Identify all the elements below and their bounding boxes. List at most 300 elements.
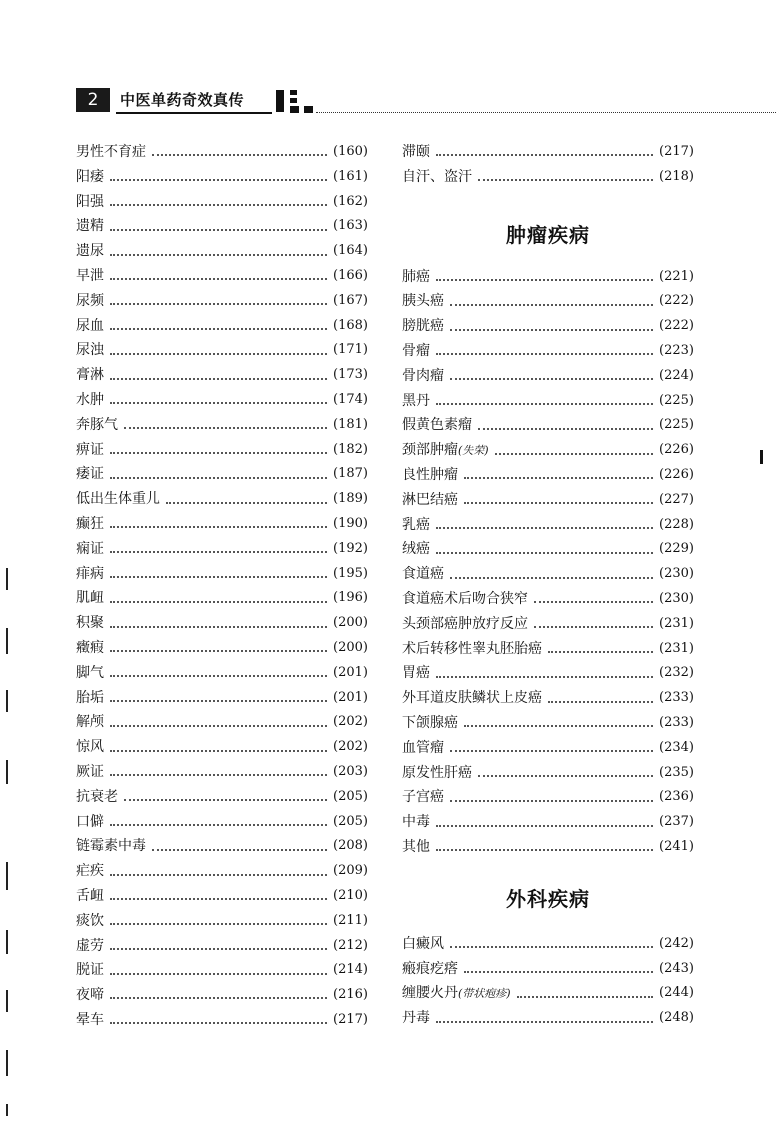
toc-entry-term-text: 尿血 xyxy=(76,317,104,334)
toc-entry-term-text: 疟疾 xyxy=(76,863,104,880)
toc-entry-term xyxy=(76,512,104,537)
toc-entry-term xyxy=(76,760,104,785)
right-column xyxy=(402,140,694,1031)
toc-entry xyxy=(402,140,694,165)
dot-leader xyxy=(436,552,653,554)
dot-leader xyxy=(548,651,653,653)
toc-entry-term-text: 中毒 xyxy=(402,814,430,831)
edge-mark xyxy=(760,450,763,464)
toc-entry-page: (230) xyxy=(659,590,694,606)
toc-entry xyxy=(76,537,368,562)
toc-entry-term xyxy=(76,785,118,810)
toc-entry-term-text: 男性不育症 xyxy=(76,144,146,160)
dot-leader xyxy=(548,701,653,703)
section-title-tumor: 肿瘤疾病 xyxy=(506,222,590,247)
toc-entry xyxy=(76,611,368,636)
toc-entry-term-text: 虚劳 xyxy=(76,937,104,954)
toc-entry-term-text: 阳痿 xyxy=(76,168,104,185)
toc-entry-note: (带状疱疹) xyxy=(458,986,511,1000)
left-column xyxy=(76,140,368,1033)
dot-leader xyxy=(166,502,327,504)
section-title-surgery: 外科疾病 xyxy=(506,886,590,911)
toc-entry xyxy=(402,537,694,562)
toc-entry xyxy=(76,859,368,884)
toc-entry-term-text: 痹证 xyxy=(76,441,104,458)
toc-entry-term-text: 骨瘤 xyxy=(402,342,430,359)
toc-entry xyxy=(76,214,368,239)
toc-entry-term-text: 胎垢 xyxy=(76,689,104,706)
toc-entry xyxy=(76,983,368,1008)
toc-entry-page: (182) xyxy=(333,441,368,457)
margin-mark xyxy=(6,760,8,784)
toc-entry-term xyxy=(76,289,104,314)
toc-entry-page: (203) xyxy=(333,763,368,779)
toc-entry-term xyxy=(402,488,458,513)
toc-entry-term-text: 痫证 xyxy=(76,540,104,557)
toc-entry xyxy=(76,1008,368,1033)
toc-entry xyxy=(402,413,694,438)
toc-entry-term xyxy=(76,537,104,562)
dot-leader xyxy=(464,477,653,479)
toc-entry-page: (236) xyxy=(659,789,694,805)
toc-entry-term xyxy=(76,140,146,165)
toc-entry xyxy=(76,810,368,835)
toc-entry-page: (226) xyxy=(659,442,694,458)
toc-entry-term-text: 水肿 xyxy=(76,391,104,408)
toc-entry-term-text: 阳强 xyxy=(76,193,104,210)
toc-entry-term xyxy=(402,810,430,835)
toc-entry-term-text: 癥瘕 xyxy=(76,639,104,656)
toc-entry-term-text: 惊风 xyxy=(76,739,104,756)
toc-entry xyxy=(402,810,694,835)
toc-entry-page: (163) xyxy=(333,218,368,234)
toc-entry-page: (200) xyxy=(333,639,368,655)
toc-entry-term-text: 解颅 xyxy=(76,714,104,731)
toc-entry-term xyxy=(402,785,444,810)
toc-entry-term xyxy=(76,586,104,611)
toc-entry xyxy=(402,1006,694,1031)
toc-entry-term-text: 下颌腺癌 xyxy=(402,714,458,731)
toc-entry-page: (235) xyxy=(659,764,694,780)
toc-entry-term-text: 膏淋 xyxy=(76,367,104,384)
toc-entry-term xyxy=(402,165,472,190)
toc-entry-page: (171) xyxy=(333,342,368,358)
toc-entry-term-text: 瘢痕疙瘩 xyxy=(402,960,458,977)
toc-entry-term xyxy=(402,438,489,464)
toc-entry-page: (205) xyxy=(333,813,368,829)
dot-leader xyxy=(478,775,653,777)
toc-entry-page: (181) xyxy=(333,416,368,432)
toc-entry-page: (241) xyxy=(659,838,694,854)
toc-entry-term-text: 缠腰火丹 xyxy=(402,984,458,1001)
toc-entry xyxy=(402,463,694,488)
toc-entry-term xyxy=(76,661,104,686)
dot-leader xyxy=(110,824,327,826)
toc-entry-page: (162) xyxy=(333,193,368,209)
dot-leader xyxy=(478,179,653,181)
dot-leader xyxy=(450,378,653,380)
toc-entry-page: (217) xyxy=(333,1011,368,1027)
dot-leader xyxy=(450,750,653,752)
toc-entry-term xyxy=(76,314,104,339)
toc-entry-term xyxy=(402,957,458,982)
dot-leader xyxy=(110,303,327,305)
surgery-entries xyxy=(402,932,694,1031)
toc-entry xyxy=(402,289,694,314)
book-title: 中医单药奇效真传 xyxy=(120,91,245,109)
toc-entry-term xyxy=(76,859,104,884)
toc-entry-term xyxy=(76,983,104,1008)
toc-entry xyxy=(402,661,694,686)
toc-entry xyxy=(76,785,368,810)
toc-entry xyxy=(76,834,368,859)
toc-entry xyxy=(76,884,368,909)
toc-entry-page: (201) xyxy=(333,664,368,680)
toc-entry-page: (222) xyxy=(659,293,694,309)
dot-leader xyxy=(110,725,327,727)
toc-entry-page: (166) xyxy=(333,267,368,283)
toc-entry-term xyxy=(402,711,458,736)
toc-entry-page: (242) xyxy=(659,935,694,951)
toc-entry-term xyxy=(402,587,528,612)
toc-entry-term-text: 绒癌 xyxy=(402,541,430,558)
toc-entry-term xyxy=(402,981,511,1007)
toc-entry-term xyxy=(76,214,104,239)
toc-entry xyxy=(402,932,694,957)
toc-entry xyxy=(76,934,368,959)
toc-entry-term-text: 低出生体重儿 xyxy=(76,491,160,508)
toc-entry-term-text: 胰头癌 xyxy=(402,293,444,310)
toc-entry xyxy=(76,487,368,512)
toc-entry xyxy=(76,735,368,760)
toc-entry-term-text: 痱病 xyxy=(76,565,104,582)
margin-mark xyxy=(6,690,8,712)
dot-leader xyxy=(152,849,327,851)
toc-entry-term-text: 食道癌 xyxy=(402,566,444,583)
margin-mark xyxy=(6,990,8,1012)
toc-entry-term xyxy=(402,562,444,587)
toc-entry-term-text: 骨肉瘤 xyxy=(402,367,444,384)
toc-entry-page: (226) xyxy=(659,466,694,482)
toc-entry-term-text: 脚气 xyxy=(76,664,104,681)
toc-entry-term-text: 遗尿 xyxy=(76,243,104,260)
toc-entry xyxy=(402,364,694,389)
toc-entry-page: (168) xyxy=(333,317,368,333)
toc-entry-page: (223) xyxy=(659,342,694,358)
toc-entry-term xyxy=(402,612,528,637)
toc-entry-term xyxy=(76,190,104,215)
toc-entry xyxy=(402,835,694,860)
toc-entry-page: (167) xyxy=(333,292,368,308)
toc-entry-page: (210) xyxy=(333,887,368,903)
dot-leader xyxy=(436,825,653,827)
toc-entry xyxy=(76,661,368,686)
toc-entry-term-text: 尿浊 xyxy=(76,342,104,359)
toc-entry-note: (失荣) xyxy=(458,443,489,457)
dot-leader xyxy=(110,402,327,404)
toc-entry-page: (217) xyxy=(659,144,694,159)
toc-entry-page: (200) xyxy=(333,615,368,631)
page-header xyxy=(76,84,776,114)
toc-entry-term-text: 肌衄 xyxy=(76,590,104,607)
toc-entry-term xyxy=(76,686,104,711)
page-number: 2 xyxy=(76,88,110,112)
toc-entry xyxy=(76,636,368,661)
toc-entry-term-text: 颈部肿瘤 xyxy=(402,441,458,458)
dot-leader xyxy=(110,452,327,454)
toc-entry-term xyxy=(76,735,104,760)
toc-entry-term xyxy=(402,463,458,488)
dot-leader xyxy=(110,601,327,603)
toc-entry xyxy=(76,363,368,388)
toc-entry-term-text: 抗衰老 xyxy=(76,788,118,805)
toc-entry xyxy=(402,438,694,463)
toc-entry xyxy=(76,190,368,215)
toc-entry-page: (232) xyxy=(659,665,694,681)
toc-entry-term xyxy=(76,165,104,190)
toc-entry-page: (174) xyxy=(333,391,368,407)
dot-leader xyxy=(110,700,327,702)
dot-leader xyxy=(110,923,327,925)
toc-entry-page: (173) xyxy=(333,367,368,383)
toc-entry-term xyxy=(76,834,146,859)
toc-entry-term-text: 癫狂 xyxy=(76,515,104,532)
toc-entry-page: (228) xyxy=(659,516,694,532)
dot-leader xyxy=(517,996,653,998)
toc-entry-term-text: 口僻 xyxy=(76,813,104,830)
toc-entry-term xyxy=(402,289,444,314)
toc-entry-term-text: 黑丹 xyxy=(402,392,430,409)
dot-leader xyxy=(110,378,327,380)
dot-leader xyxy=(124,799,327,801)
toc-entry-term xyxy=(402,339,430,364)
toc-entry-term xyxy=(402,835,430,860)
toc-entry xyxy=(76,140,368,165)
toc-entry xyxy=(76,165,368,190)
toc-entry-page: (187) xyxy=(333,466,368,482)
toc-entry-term xyxy=(402,513,430,538)
toc-entry-term xyxy=(402,389,430,414)
toc-entry-page: (160) xyxy=(333,144,368,159)
toc-entry xyxy=(76,413,368,438)
toc-entry-term-text: 淋巴结癌 xyxy=(402,491,458,508)
toc-entry-term xyxy=(76,487,160,512)
dot-leader xyxy=(464,971,653,973)
toc-entry xyxy=(76,388,368,413)
toc-entry xyxy=(402,761,694,786)
toc-entry-page: (216) xyxy=(333,987,368,1003)
tumor-entries xyxy=(402,265,694,860)
toc-entry xyxy=(402,389,694,414)
toc-entry-term xyxy=(402,140,430,165)
toc-entry xyxy=(402,587,694,612)
toc-entry-term-text: 食道癌术后吻合狭窄 xyxy=(402,590,528,607)
toc-entry xyxy=(402,488,694,513)
toc-entry-term-text: 其他 xyxy=(402,838,430,855)
toc-entry-term xyxy=(402,364,444,389)
dot-leader xyxy=(436,676,653,678)
toc-entry-term-text: 脱证 xyxy=(76,962,104,979)
margin-mark xyxy=(6,862,8,890)
toc-entry-term-text: 良性肿瘤 xyxy=(402,466,458,483)
toc-entry xyxy=(76,958,368,983)
toc-entry-page: (189) xyxy=(333,491,368,507)
dot-leader xyxy=(436,403,653,405)
toc-entry-page: (231) xyxy=(659,640,694,656)
dot-leader xyxy=(464,502,653,504)
toc-entry-term xyxy=(76,388,104,413)
toc-entry-term-text: 丹毒 xyxy=(402,1010,430,1027)
dot-leader xyxy=(478,428,653,430)
margin-mark xyxy=(6,930,8,954)
toc-entry-page: (211) xyxy=(333,912,368,928)
toc-entry xyxy=(76,512,368,537)
toc-entry xyxy=(76,338,368,363)
toc-entry xyxy=(402,314,694,339)
toc-entry-page: (202) xyxy=(333,714,368,730)
dot-leader xyxy=(110,626,327,628)
toc-entry-page: (230) xyxy=(659,566,694,582)
toc-entry xyxy=(76,314,368,339)
toc-entry-term xyxy=(402,686,542,711)
toc-entry xyxy=(402,612,694,637)
toc-entry-page: (212) xyxy=(333,937,368,953)
dot-leader xyxy=(436,154,653,156)
toc-entry-page: (202) xyxy=(333,739,368,755)
dot-leader xyxy=(110,973,327,975)
dot-leader xyxy=(110,874,327,876)
toc-entry-term xyxy=(402,661,430,686)
toc-entry-term-text: 假黄色素瘤 xyxy=(402,417,472,434)
dot-leader xyxy=(110,750,327,752)
toc-entry-page: (205) xyxy=(333,788,368,804)
toc-entry-term xyxy=(76,884,104,909)
dot-leader xyxy=(110,278,327,280)
dot-leader xyxy=(110,254,327,256)
toc-entry-page: (237) xyxy=(659,814,694,830)
toc-entry-page: (229) xyxy=(659,541,694,557)
toc-entry-term xyxy=(76,611,104,636)
toc-entry xyxy=(402,686,694,711)
toc-entry xyxy=(402,711,694,736)
toc-entry-term-text: 原发性肝癌 xyxy=(402,764,472,781)
toc-entry xyxy=(76,909,368,934)
dot-leader xyxy=(110,353,327,355)
toc-entry-term xyxy=(76,562,104,587)
toc-entry-page: (208) xyxy=(333,838,368,854)
toc-entry-term xyxy=(402,1006,430,1031)
toc-entry-page: (234) xyxy=(659,739,694,755)
toc-entry-page: (221) xyxy=(659,268,694,284)
toc-entry-term-text: 遗精 xyxy=(76,218,104,235)
toc-entry-term xyxy=(76,958,104,983)
dot-leader xyxy=(450,800,653,802)
toc-entry-term-text: 夜啼 xyxy=(76,987,104,1004)
toc-entry-term xyxy=(402,314,444,339)
toc-entry-term-text: 厥证 xyxy=(76,763,104,780)
toc-entry-term-text: 肺癌 xyxy=(402,268,430,285)
toc-entry xyxy=(402,513,694,538)
dot-leader xyxy=(110,526,327,528)
dot-leader xyxy=(110,948,327,950)
toc-entry-page: (196) xyxy=(333,590,368,606)
toc-entry-term-text: 舌衄 xyxy=(76,887,104,904)
toc-entry xyxy=(402,165,694,190)
toc-entry-term xyxy=(76,438,104,463)
toc-entry xyxy=(76,264,368,289)
toc-entry-term xyxy=(402,736,444,761)
toc-entry-term-text: 胃癌 xyxy=(402,665,430,682)
toc-entry-page: (233) xyxy=(659,714,694,730)
right-top-entries xyxy=(402,140,694,190)
toc-entry-term-text: 术后转移性睾丸胚胎癌 xyxy=(402,640,542,657)
toc-entry-term-text: 外耳道皮肤鳞状上皮癌 xyxy=(402,690,542,707)
toc-entry-term-text: 自汗、盗汗 xyxy=(402,168,472,185)
toc-entry xyxy=(76,586,368,611)
dot-leader xyxy=(450,946,653,948)
toc-entry-term-text: 尿频 xyxy=(76,292,104,309)
toc-entry-term xyxy=(76,462,104,487)
toc-entry-page: (209) xyxy=(333,863,368,879)
toc-entry-term xyxy=(76,1008,104,1033)
dot-leader xyxy=(110,650,327,652)
toc-entry-term xyxy=(76,710,104,735)
dot-leader xyxy=(110,551,327,553)
dot-leader xyxy=(110,229,327,231)
dot-leader xyxy=(436,279,653,281)
toc-entry-page: (231) xyxy=(659,615,694,631)
toc-entry-term xyxy=(402,637,542,662)
toc-entry xyxy=(76,462,368,487)
dot-leader xyxy=(110,1022,327,1024)
dot-leader xyxy=(110,997,327,999)
toc-entry xyxy=(402,785,694,810)
dot-leader xyxy=(110,179,327,181)
toc-entry-page: (164) xyxy=(333,243,368,259)
toc-entry xyxy=(76,710,368,735)
toc-entry-page: (248) xyxy=(659,1010,694,1026)
dot-leader xyxy=(124,427,327,429)
header-ornament-bar xyxy=(276,90,284,112)
dot-leader xyxy=(495,453,653,455)
toc-entry-page: (225) xyxy=(659,417,694,433)
toc-entry-term xyxy=(402,761,472,786)
toc-entry-term xyxy=(76,636,104,661)
dot-leader xyxy=(450,329,653,331)
header-rule xyxy=(316,112,776,113)
margin-mark xyxy=(6,1050,8,1076)
toc-entry xyxy=(402,957,694,982)
margin-mark xyxy=(6,568,8,590)
toc-entry-term-text: 痰饮 xyxy=(76,912,104,929)
dot-leader xyxy=(110,898,327,900)
toc-entry-term-text: 头颈部癌肿放疗反应 xyxy=(402,615,528,632)
toc-entry-term xyxy=(76,413,118,438)
toc-entry-term-text: 血管瘤 xyxy=(402,739,444,756)
toc-entry xyxy=(402,265,694,290)
toc-entry xyxy=(402,562,694,587)
toc-entry-term-text: 子宫癌 xyxy=(402,789,444,806)
toc-entry-term-text: 膀胱癌 xyxy=(402,318,444,335)
dot-leader xyxy=(110,675,327,677)
toc-entry-term-text: 早泄 xyxy=(76,267,104,284)
toc-entry xyxy=(402,981,694,1006)
toc-entry-page: (225) xyxy=(659,392,694,408)
toc-entry-page: (195) xyxy=(333,565,368,581)
toc-entry-page: (201) xyxy=(333,689,368,705)
toc-entry xyxy=(76,686,368,711)
toc-entry-term xyxy=(76,338,104,363)
